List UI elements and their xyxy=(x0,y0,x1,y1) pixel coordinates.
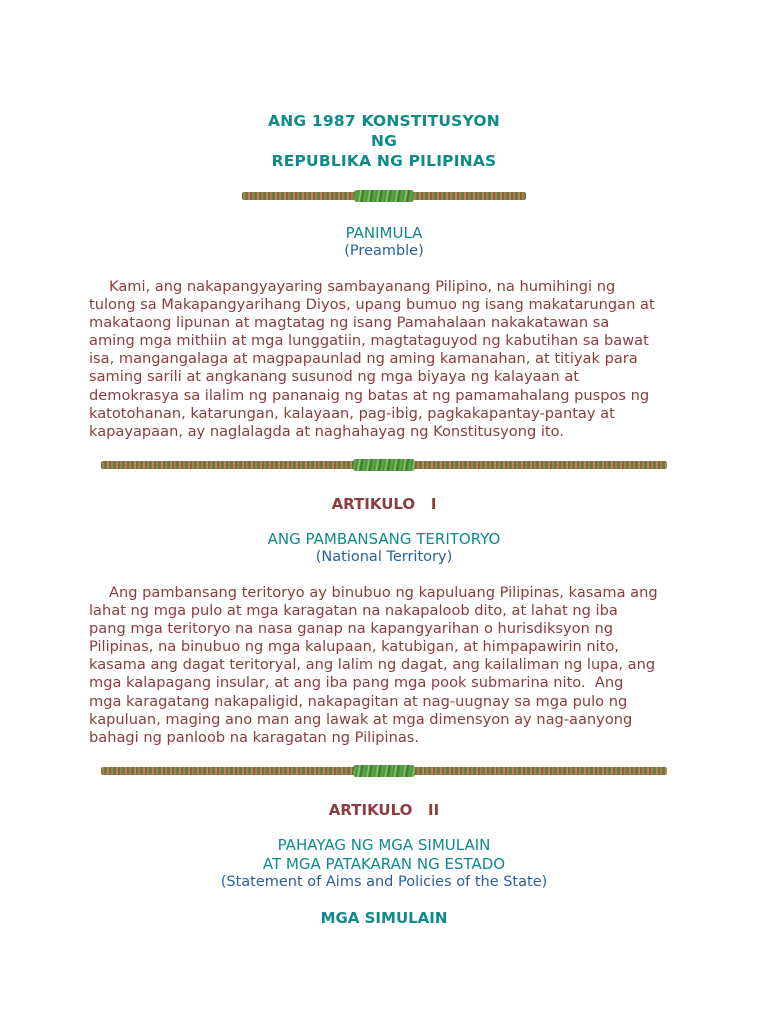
paragraph-line: Ang pambansang teritoryo ay binubuo ng kapuluang Pilipinas, kasama ang xyxy=(109,584,658,601)
paragraph-line: kapuluan, maging ano man ang lawak at mga dimensyon ay nag-aanyong xyxy=(89,710,633,728)
decorative-divider-long xyxy=(101,461,667,469)
preamble-subheading: (Preamble) xyxy=(344,243,424,259)
paragraph-line: bahagi ng panloob na karagatan ng Pilipinas. xyxy=(89,728,419,746)
paragraph-line: mga kalapagang insular, at ang iba pang mga pook submarina nito. Ang xyxy=(89,674,624,692)
decorative-divider-long xyxy=(101,767,667,775)
document-title-line1: ANG 1987 KONSTITUSYON xyxy=(268,112,500,130)
preamble-paragraph xyxy=(89,278,689,441)
paragraph-line: aming mga mithiin at mga lunggatiin, magtataguyod ng kabutihan sa bawat xyxy=(89,332,649,350)
article-1-heading: ANG PAMBANSANG TERITORYO xyxy=(267,530,501,548)
article-1-label: ARTIKULO I xyxy=(331,495,437,513)
paragraph-line: makataong lipunan at magtatag ng isang Pamahalaan nakakatawan sa xyxy=(89,314,610,332)
article-1-paragraph xyxy=(89,584,689,747)
paragraph-line: tulong sa Makapangyarihang Diyos, upang bumuo ng isang makatarungan at xyxy=(89,296,655,314)
paragraph-line: Kami, ang nakapangyayaring sambayanang Pilipino, na humihingi ng xyxy=(109,278,616,295)
paragraph-line: pang mga teritoryo na nasa ganap na kapangyarihan o hurisdiksyon ng xyxy=(89,620,614,638)
paragraph-line: isa, mangangalaga at magpapaunlad ng aming kamanahan, at titiyak para xyxy=(89,350,638,368)
preamble-heading: PANIMULA xyxy=(345,224,423,242)
decorative-divider-short xyxy=(242,192,526,200)
document-title-line2: NG xyxy=(370,132,398,150)
paragraph-line: Pilipinas, na binubuo ng mga kalupaan, katubigan, at himpapawirin nito, xyxy=(89,638,620,656)
paragraph-line: demokrasya sa ilalim ng pananaig ng batas at ng pamamahalang puspos ng xyxy=(89,386,650,404)
article-2-subheading: (Statement of Aims and Policies of the State) xyxy=(220,874,548,890)
section-title: MGA SIMULAIN xyxy=(320,909,448,927)
paragraph-line: kapayapaan, ay naglalagda at naghahayag ng Konstitusyong ito. xyxy=(89,422,564,440)
paragraph-line: saming sarili at angkanang susunod ng mga biyaya ng kalayaan at xyxy=(89,368,580,386)
article-2-label: ARTIKULO II xyxy=(328,801,440,819)
article-1-subheading: (National Territory) xyxy=(315,549,453,565)
paragraph-line: lahat ng mga pulo at mga karagatan na nakapaloob dito, at lahat ng iba xyxy=(89,602,618,620)
paragraph-line: katotohanan, katarungan, kalayaan, pag-ibig, pagkakapantay-pantay at xyxy=(89,404,615,422)
article-2-heading-line1: PAHAYAG NG MGA SIMULAIN xyxy=(277,836,491,854)
paragraph-line: mga karagatang nakapaligid, nakapagitan at nag-uugnay sa mga pulo ng xyxy=(89,692,628,710)
article-2-heading-line2: AT MGA PATAKARAN NG ESTADO xyxy=(262,855,506,873)
document-title-line3: REPUBLIKA NG PILIPINAS xyxy=(271,152,497,170)
paragraph-line: kasama ang dagat teritoryal, ang lalim ng dagat, ang kailaliman ng lupa, ang xyxy=(89,656,656,674)
